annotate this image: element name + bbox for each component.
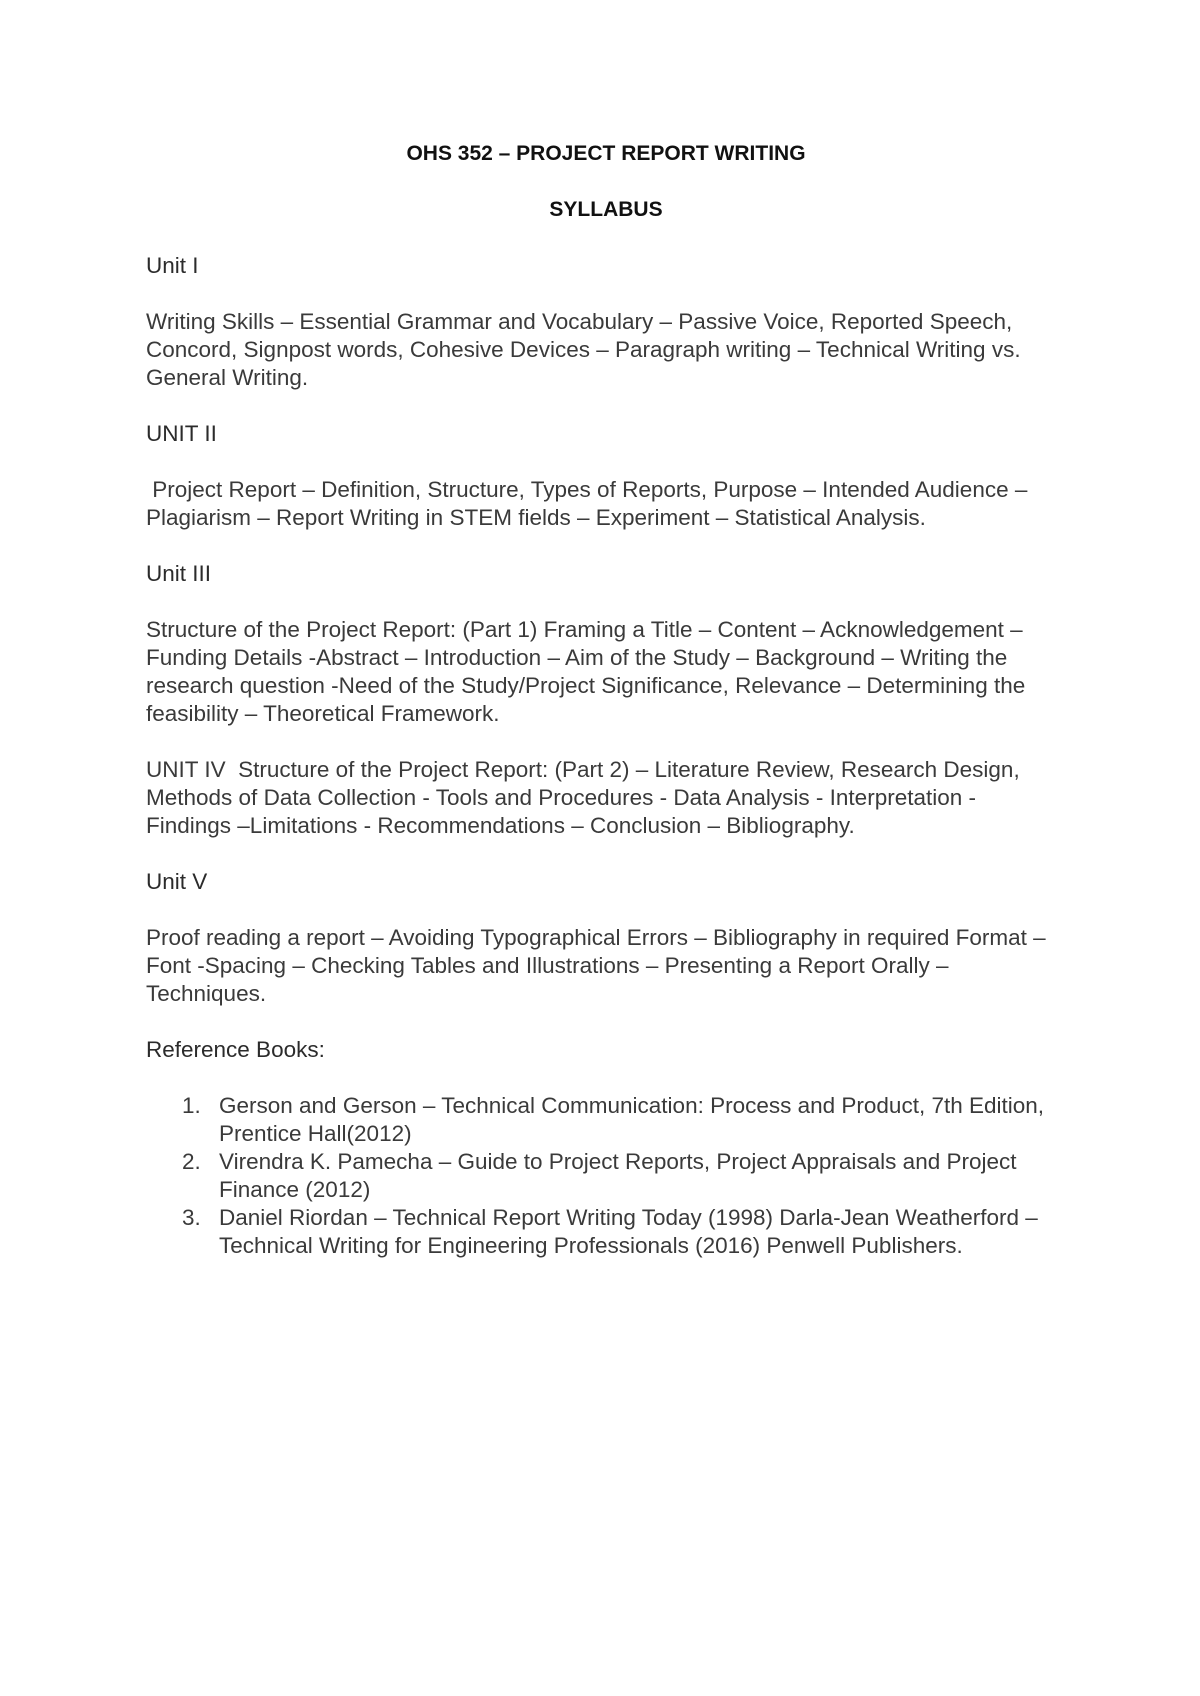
list-item-text: Gerson and Gerson – Technical Communication: Process and Product, 7th Edition, Prentice Hall(2012) xyxy=(219,1093,1045,1146)
syllabus-page xyxy=(146,140,1066,1260)
list-item-text: Daniel Riordan – Technical Report Writing Today (1998) Darla-Jean Weatherford – Technical Writing for Engineering Professionals (2016) Penwell Publishers. xyxy=(219,1205,1038,1258)
list-item xyxy=(146,1092,1066,1148)
list-item-text: Virendra K. Pamecha – Guide to Project Reports, Project Appraisals and Project Finance (2012) xyxy=(219,1149,1017,1202)
document-title: OHS 352 – PROJECT REPORT WRITING xyxy=(406,142,806,165)
references-list xyxy=(146,1092,1066,1260)
list-item xyxy=(146,1204,1066,1260)
list-item-number: 1. xyxy=(182,1093,201,1118)
unit-2-body: Project Report – Definition, Structure, Types of Reports, Purpose – Intended Audience – Plagiarism – Report Writing in STEM fields – Experiment – Statistical Analysis. xyxy=(146,477,1034,530)
unit-5-body: Proof reading a report – Avoiding Typographical Errors – Bibliography in required Format – Font -Spacing – Checking Tables and Illustrations – Presenting a Report Orally – Techniques. xyxy=(146,925,1046,1006)
list-item-number: 3. xyxy=(182,1205,201,1230)
document-subtitle: SYLLABUS xyxy=(549,198,663,221)
unit-2-heading: UNIT II xyxy=(146,421,217,446)
list-item-number: 2. xyxy=(182,1149,201,1174)
unit-1-body: Writing Skills – Essential Grammar and Vocabulary – Passive Voice, Reported Speech, Concord, Signpost words, Cohesive Devices – Paragraph writing – Technical Writing vs. General Writing. xyxy=(146,309,1021,390)
list-item xyxy=(146,1148,1066,1204)
references-heading: Reference Books: xyxy=(146,1037,325,1062)
unit-5-heading: Unit V xyxy=(146,869,208,894)
unit-3-body: Structure of the Project Report: (Part 1) Framing a Title – Content – Acknowledgement – Funding Details -Abstract – Introduction – Aim of the Study – Background – Writing the research question -Need of the Study/Project Significance, Relevance – Determining the feasibility – Theoretical Framework. xyxy=(146,617,1026,726)
unit-1-heading: Unit I xyxy=(146,253,199,278)
unit-3-heading: Unit III xyxy=(146,561,212,586)
unit-4-body: UNIT IV Structure of the Project Report: (Part 2) – Literature Review, Research Design, Methods of Data Collection - Tools and Procedures - Data Analysis - Interpretation - Findings –Limitations - Recommendations – Conclusion – Bibliography. xyxy=(146,757,1026,838)
